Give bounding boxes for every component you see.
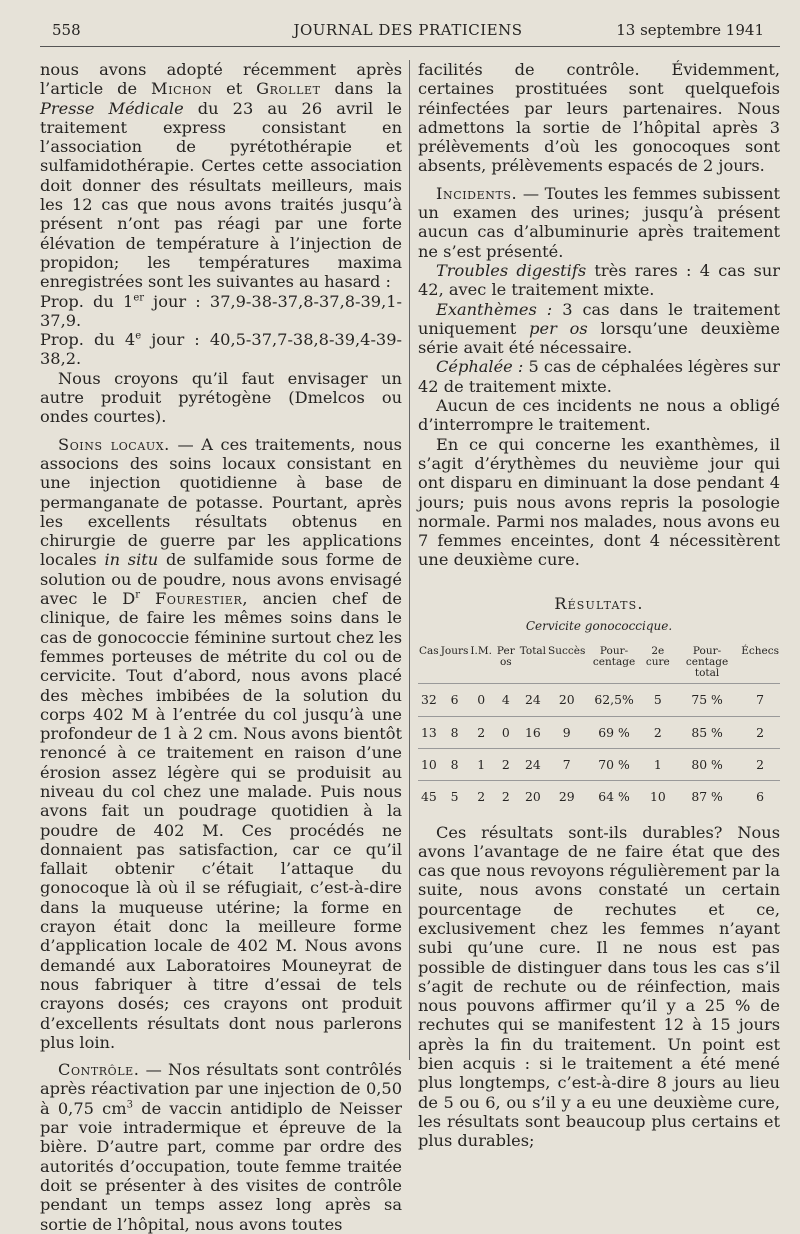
table-cell: 20 <box>547 684 586 716</box>
table-cell: 8 <box>440 748 470 780</box>
column-header: Succès <box>548 645 586 658</box>
prop-day4: Prop. du 4e jour : 40,5-37,7-38,8-39,4-39-38,2. <box>40 330 403 369</box>
author-grollet: Grollet <box>256 79 321 99</box>
table-cell: 2 <box>493 781 519 813</box>
pyretogen-paragraph: Nous croyons qu’il faut envisager un autre produit pyrétogène (Dmelcos ou ondes courtes). <box>40 368 402 427</box>
table-cell: 7 <box>740 684 780 716</box>
table-cell: 10 <box>642 781 674 813</box>
incidents-section: Incidents. — Toutes les femmes subissent un examen des urines; jusqu’à présent aucun cas d’albuminurie après traitement ne s’est présenté. <box>418 183 780 261</box>
table-cell: 20 <box>519 781 547 813</box>
table-cell: 2 <box>469 716 493 748</box>
table-cell: 29 <box>547 781 586 813</box>
column-header: Total <box>519 645 547 658</box>
troubles-paragraph: Troubles digestifs très rares : 4 cas sur 42, avec le traitement mixte. <box>418 260 780 300</box>
table-cell: 62,5% <box>586 684 641 716</box>
table-cell: 80 % <box>674 748 740 780</box>
running-header <box>52 18 764 42</box>
table-cell: 6 <box>740 781 780 813</box>
column-header: Pour-centage total <box>685 645 729 680</box>
table-row <box>418 684 780 716</box>
column-header: Per os <box>496 645 515 669</box>
table-cell: 16 <box>519 716 547 748</box>
cephalee-paragraph: Céphalée : 5 cas de céphalées légères sur 42 de traitement mixte. <box>418 357 781 396</box>
table-cell: 0 <box>493 716 519 748</box>
table-cell: 2 <box>740 716 780 748</box>
table-cell: 2 <box>642 716 674 748</box>
table-cell: 9 <box>547 716 586 748</box>
left-column <box>40 60 403 1234</box>
table-cell: 2 <box>469 781 493 813</box>
prop-day1: Prop. du 1er jour : 37,9-38-37,8-37,8-39,1-37,9. <box>40 291 403 330</box>
durability-paragraph: Ces résultats sont-ils durables? Nous avons l’avantage de ne faire état que des cas que nous revoyons régulièrement par la suite, nous avons constaté un certain pourcentage de rechutes et ce, exclusivement chez les femmes n’ayant subi qu’une cure. Il ne nous est pas possible de distinguer dans tous les cas s’il s’agit de rechute ou de réinfection, mais nous pouvons affirmer qu’il y a 25 % de rechutes qui se manifestent 12 à 15 jours après la fin du traitement. Un point est bien acquis : si le traitement a été mené plus longtemps, c’est-à-dire 8 jours au lieu de 5 ou 6, ou s’il y a eu une deuxième cure, les résultats sont beaucoup plus certains et plus durables; <box>418 822 780 1151</box>
section-heading: Contrôle. <box>58 1060 140 1080</box>
table-cell: 5 <box>642 684 674 716</box>
table-cell: 75 % <box>674 684 740 716</box>
column-divider <box>409 60 410 1060</box>
table-cell: 64 % <box>586 781 641 813</box>
table-cell: 85 % <box>674 716 740 748</box>
table-cell: 5 <box>440 781 470 813</box>
table-row <box>418 716 780 748</box>
table-cell: 0 <box>469 684 493 716</box>
table-cell: 1 <box>642 748 674 780</box>
section-heading: Incidents. <box>436 183 518 203</box>
table-cell: 70 % <box>586 748 641 780</box>
results-subtitle: Cervicite gonococcique. <box>525 619 673 634</box>
results-title: Résultats. <box>554 593 644 613</box>
table-cell: 45 <box>418 781 440 813</box>
table-cell: 7 <box>547 748 586 780</box>
table-header-row <box>418 646 780 684</box>
page-number: 558 <box>52 21 81 39</box>
exanthemes-detail-paragraph: En ce qui concerne les exanthèmes, il s’agit d’érythèmes du neuvième jour qui ont disparu en diminuant la dose pendant 4 jours; puis nous avons repris la posologie normale. Parmi nos malades, nous avons eu 7 femmes enceintes, dont 4 nécessitèrent une deuxième cure. <box>418 434 780 570</box>
table-cell: 2 <box>740 748 780 780</box>
column-header: 2e cure <box>645 645 670 669</box>
table-cell: 10 <box>418 748 440 780</box>
table-cell: 8 <box>440 716 470 748</box>
continuation-paragraph: facilités de contrôle. Évidemment, certaines prostituées sont quelquefois réinfectées par leurs partenaires. Nous admettons la sortie de l’hôpital après 3 prélèvements d’où les gonocoques sont absents, prélèvements espacés de 2 jours. <box>418 60 780 176</box>
table-cell: 87 % <box>674 781 740 813</box>
column-header: Cas <box>419 645 439 658</box>
column-header: Échecs <box>741 645 779 658</box>
results-table <box>418 646 780 812</box>
table-cell: 32 <box>418 684 440 716</box>
table-row <box>418 748 780 780</box>
intro-paragraph: nous avons adopté récemment après l’article de Michon et Grollet dans la Presse Médicale du 23 au 26 avril le traitement express consistant en l’association de pyrétothérapie et sulfamidothérapie. Certes cette association doit donner des résultats meilleurs, mais les 12 cas que nous avons traités jusqu’à présent n’ont pas réagi par une forte élévation de température à l’injection de propidon; les températures maxima enregistrées sont les suivantes au hasard : <box>40 60 402 292</box>
soins-locaux-section: Soins locaux. — A ces traitements, nous associons des soins locaux consistant en une injection quotidienne à base de permanganate de potasse. Pourtant, après les excellents résultats obtenus en chirurgie de guerre par les applications locales in situ de sulfamide sous forme de solution ou de poudre, nous avons envisagé avec le $D^r$ Fourestier, ancien chef de clinique, de faire les mêmes soins dans le cas de gonococcie féminine surtout chez les femmes porteuses de métrite du col ou de cervicite. Tout d’abord, nous avons placé des mèches imbibées de la solution du corps 402 M à l’entrée du col jusqu’à une profondeur de 1 à 2 cm. Nous avons bientôt renoncé à ce traitement en raison d’une érosion assez légère qui se produisit au niveau du col chez une malade. Puis nous avons fait un poudrage quotidien à la poudre de 402 M. Ces procédés ne donnaient pas satisfaction, car ce qu’il fallait obtenir c’était l’attaque du gonocoque là où il se réfugiait, c’est-à-dire dans la muqueuse utérine; la forme en crayon était donc la meilleure forme d’application locale de 402 M. Nous avons demandé aux Laboratoires Mouneyrat de nous fabriquer à titre d’essai de tels crayons dosés; ces crayons ont produit d’excellents résultats dont nous parlerons plus loin. <box>40 434 402 1052</box>
column-header: Pour-centage <box>592 645 636 669</box>
table-cell: 4 <box>493 684 519 716</box>
aucun-incident-paragraph: Aucun de ces incidents ne nous a obligé d’interrompre le traitement. <box>418 396 780 435</box>
section-heading: Soins locaux. <box>58 434 170 454</box>
table-cell: 24 <box>519 684 547 716</box>
table-cell: 2 <box>493 748 519 780</box>
controle-section: Contrôle. — Nos résultats sont contrôlés après réactivation par une injection de 0,50 à 0,75 $cm^3$ de vaccin antidiplo de Neisser par voie intradermique et épreuve de la bière. D’autre part, comme par ordre des autorités d’occupation, toute femme traitée doit se présenter à des visites de contrôle pendant un temps assez long après sa sortie de l’hôpital, nous avons toutes <box>40 1060 403 1234</box>
table-cell: 13 <box>418 716 440 748</box>
table-cell: 69 % <box>586 716 641 748</box>
table-row <box>418 781 780 813</box>
table-cell: 6 <box>440 684 470 716</box>
journal-reference: Presse Médicale <box>40 98 184 118</box>
column-header: I.M. <box>470 645 492 658</box>
table-cell: 24 <box>519 748 547 780</box>
journal-title: JOURNAL DES PRATICIENS <box>293 21 523 39</box>
column-header: Jours <box>440 645 469 658</box>
author-michon: Michon <box>151 79 213 99</box>
right-column <box>418 60 781 1151</box>
header-rule <box>40 46 780 47</box>
exanthemes-paragraph: Exanthèmes : 3 cas dans le traitement uniquement per os lorsqu’une deuxième série avait été nécessaire. <box>418 299 780 358</box>
table-cell: 1 <box>469 748 493 780</box>
author-fourestier: Fourestier <box>155 589 243 609</box>
issue-date: 13 septembre 1941 <box>616 21 764 39</box>
